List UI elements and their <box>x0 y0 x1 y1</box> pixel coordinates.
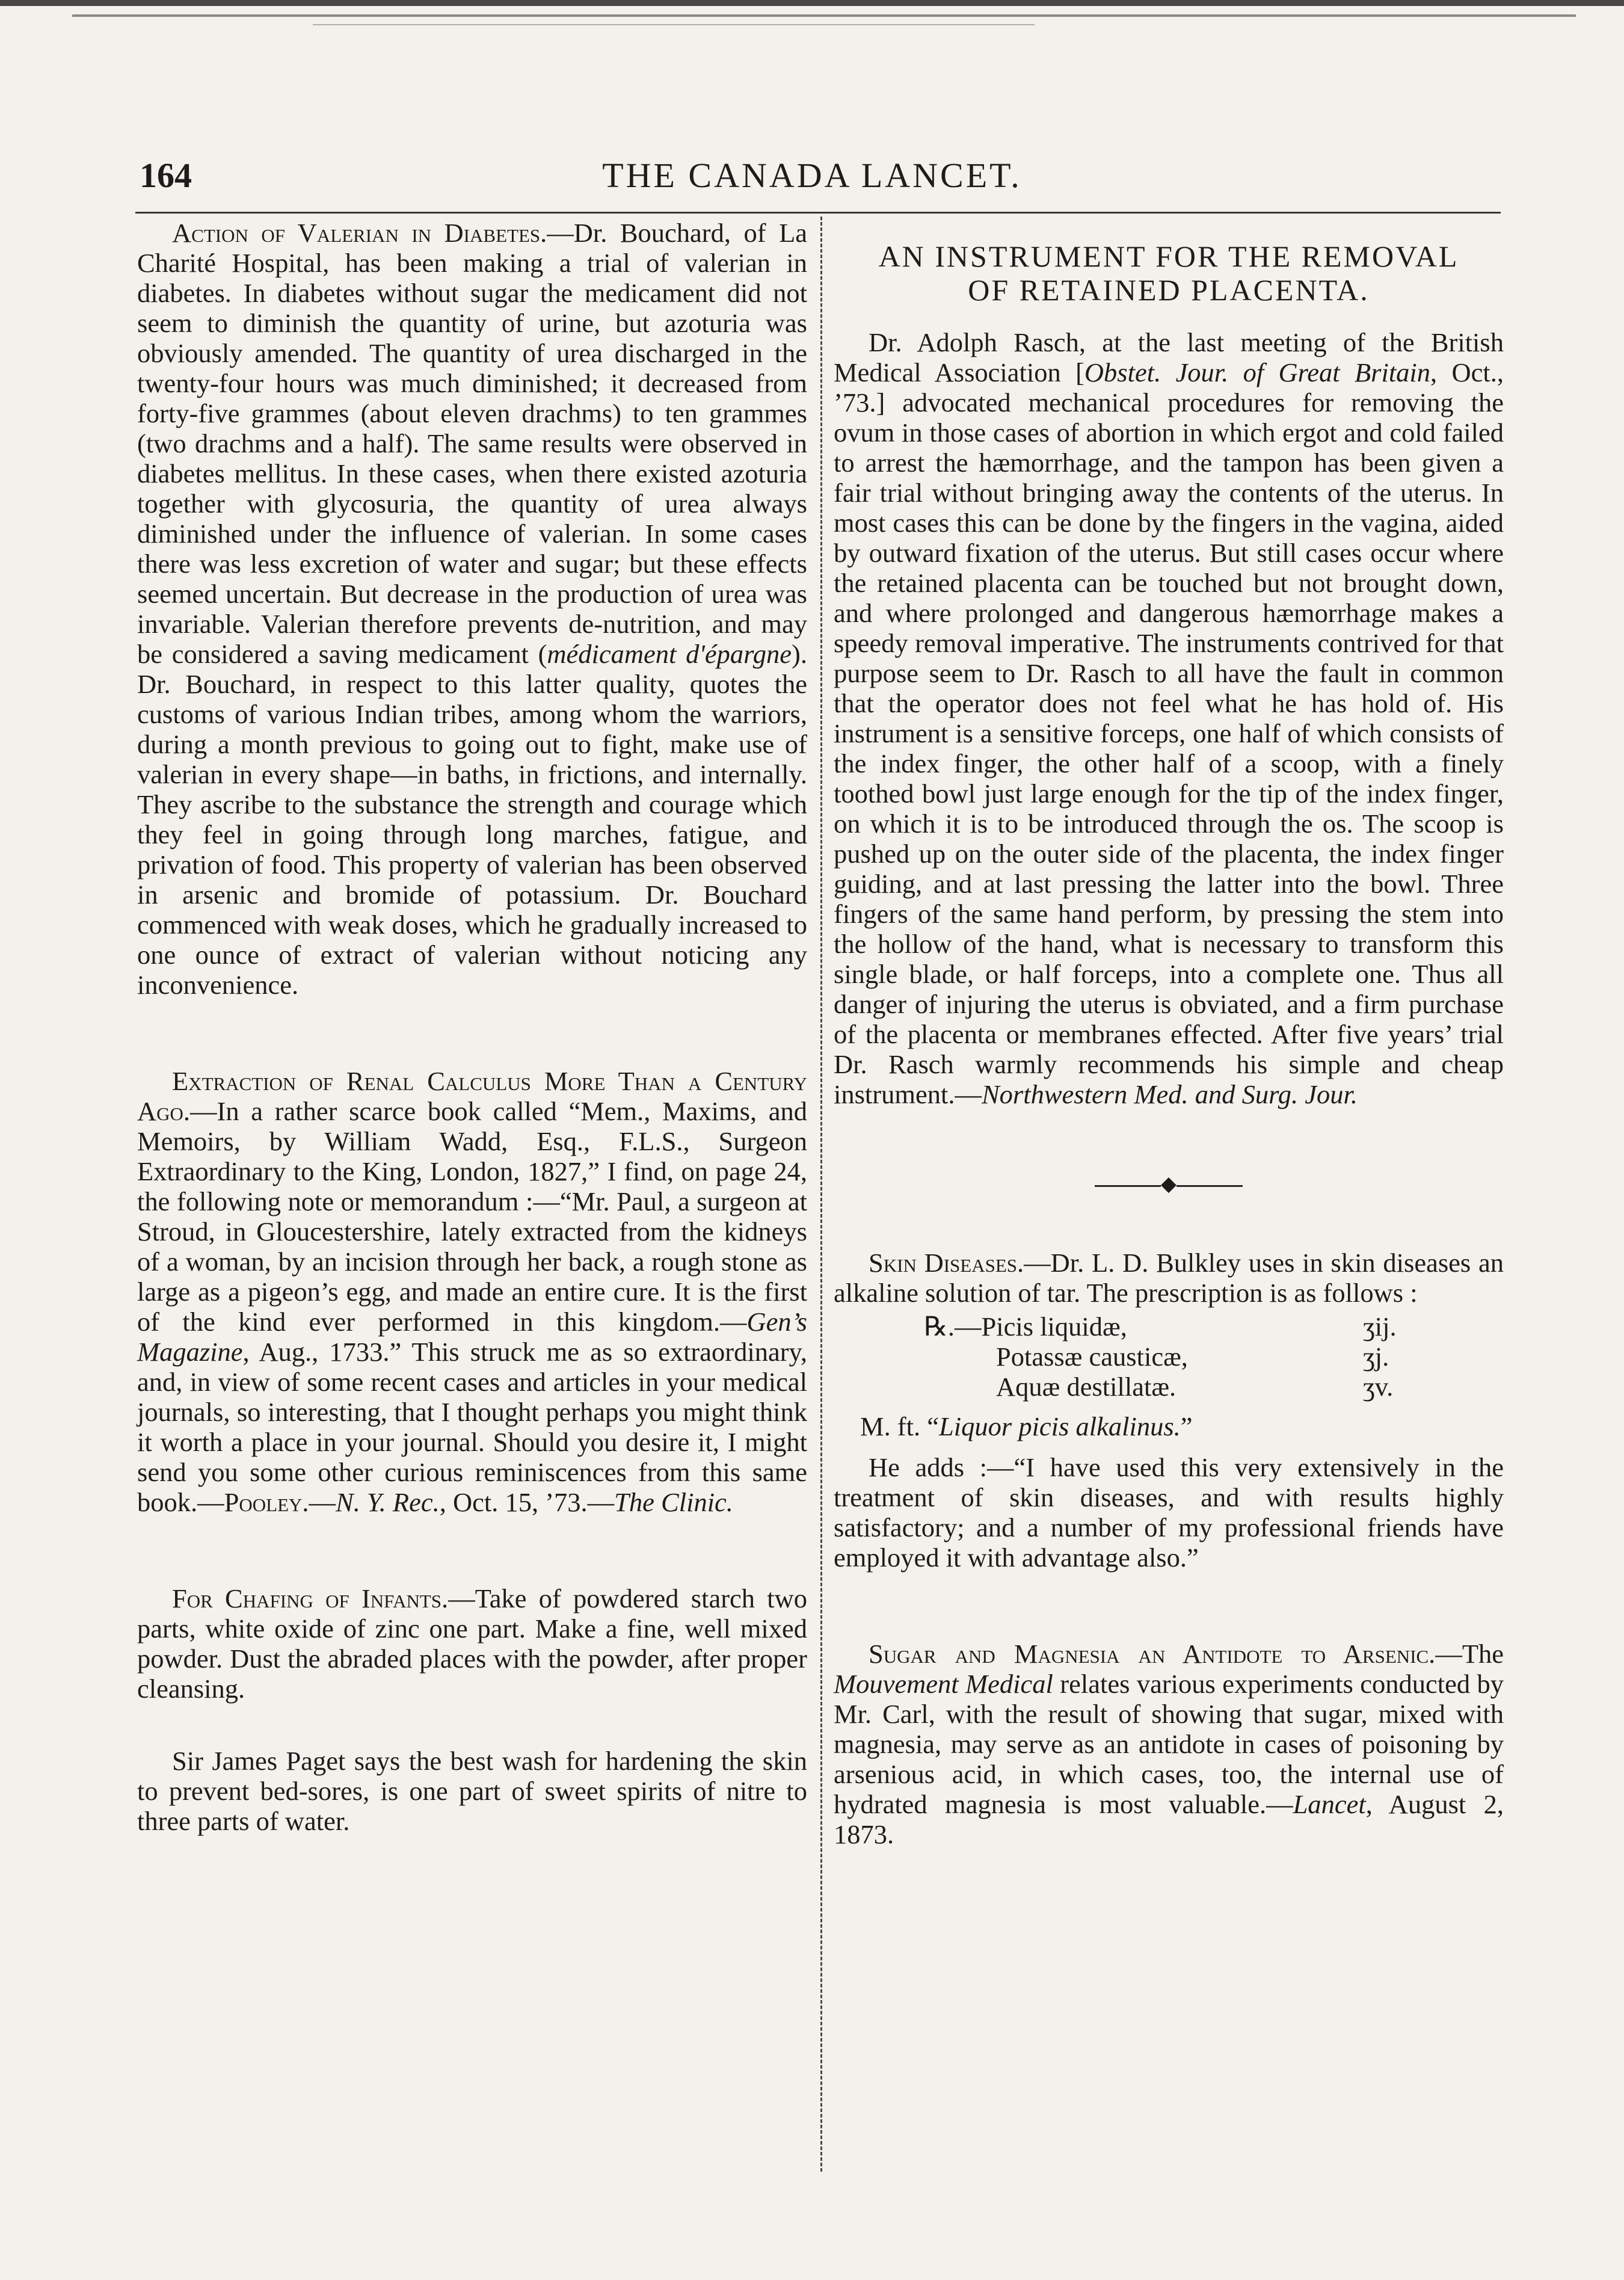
prescription-item: ℞.—Picis liquidæ, <box>924 1311 1127 1342</box>
column-divider <box>820 217 822 2172</box>
placenta-heading <box>834 239 1504 307</box>
renal-source: Gen’s Magazine <box>137 1307 807 1367</box>
prescription-row <box>834 1311 1504 1342</box>
sugar-lancet: Lancet <box>1293 1789 1366 1819</box>
renal-body-2: , Aug., 1733.” This struck me as so extraordinary, and, in view of some recent cases and articles in your medical journals, so interesting, that I thought perhaps you might think it worth a place in your journal. Should you desire it, I might send you some other curious reminiscences from this same book.— <box>137 1337 807 1517</box>
renal-ref-date: , Oct. 15, ’73.— <box>439 1487 615 1517</box>
prescription-qty: ʒj. <box>1363 1342 1389 1372</box>
placenta-source: Northwestern Med. and Surg. Jour. <box>981 1079 1358 1109</box>
article-valerian <box>137 218 807 1000</box>
mft-label: M. ft. “ <box>860 1411 940 1441</box>
page-number: 164 <box>140 156 192 195</box>
prescription-mft <box>860 1411 1504 1441</box>
renal-ref: N. Y. Rec. <box>336 1487 440 1517</box>
renal-signature: Pooley. <box>224 1487 309 1517</box>
running-head: THE CANADA LANCET. <box>602 156 1022 195</box>
prescription <box>834 1311 1504 1402</box>
article-sugar-magnesia <box>834 1639 1504 1849</box>
prescription-row <box>834 1342 1504 1372</box>
header-rule <box>135 212 1501 214</box>
renal-clinic: The Clinic. <box>614 1487 733 1517</box>
placenta-heading-line-2: OF RETAINED PLACENTA. <box>968 273 1370 307</box>
sugar-date: , August 2, 1873. <box>834 1789 1504 1849</box>
valerian-body: —Dr. Bouchard, of La Charité Hospital, has been making a trial of valerian in diabetes. In diabetes without sugar the medicament did not seem to diminish the quantity of urine, but azoturia was obviously amended. The quantity of urea discharged in the twenty-four hours was much diminished; it decreased from forty-five grammes (about eleven drachms) to ten grammes (two drachms and a half). The same results were observed in diabetes mellitus. In these cases, when there existed azoturia together with glycosuria, the quantity of urea always diminished under the influence of valerian. In some cases there was less excretion of water and sugar; but these effects seemed uncertain. But decrease in the production of urea was invariable. Valerian therefore prevents de-nutrition, and may be considered a saving medicament ( <box>137 218 807 669</box>
prescription-item: Aquæ destillatæ. <box>996 1372 1176 1402</box>
placenta-journal: Obstet. Jour. of Great Britain <box>1084 357 1431 387</box>
sugar-publication: Mouvement Medical <box>834 1669 1053 1699</box>
chafing-body: —Take of powdered starch two parts, white oxide of zinc one part. Make a fine, well mixed powder. Dust the abraded places with the powder, after proper cleansing. <box>137 1583 807 1704</box>
renal-dash: — <box>309 1487 336 1517</box>
skin-body: —Dr. L. D. Bulkley uses in skin diseases an alkaline solution of tar. The prescription is as follows : <box>834 1248 1504 1308</box>
top-edge-rule <box>0 0 1624 6</box>
prescription-qty: ʒij. <box>1363 1311 1397 1342</box>
article-paget: Sir James Paget says the best wash for hardening the skin to prevent bed-sores, is one part of sweet spirits of nitre to three parts of water. <box>137 1746 807 1836</box>
skin-quote: He adds :—“I have used this very extensively in the treatment of skin diseases, and with results highly satisfactory; and a number of my professional friends have employed it with advantage also.” <box>834 1452 1504 1573</box>
article-renal-calculus <box>137 1066 807 1517</box>
renal-heading: Extraction of Renal Calculus More Than a Century Ago. <box>137 1066 807 1126</box>
sugar-body-1: —The <box>1435 1639 1504 1669</box>
placenta-heading-line-1: AN INSTRUMENT FOR THE REMOVAL <box>878 239 1459 273</box>
prescription-item: Potassæ causticæ, <box>996 1342 1188 1372</box>
renal-body: —In a rather scarce book called “Mem., Maxims, and Memoirs, by William Wadd, Esq., F.L.S., Surgeon Extraordinary to the King, London, 1827,” I find, on page 24, the following note or memorandum :—“Mr. Paul, a surgeon at Stroud, in Gloucestershire, lately extracted from the kidneys of a woman, by an incision through her back, a rough stone as large as a pigeon’s egg, and made an entire cure. It is the first of the kind ever performed in this kingdom.— <box>137 1096 807 1337</box>
mft-italic: Liquor picis alkalinus. <box>939 1411 1181 1441</box>
valerian-heading: Action of Valerian in Diabetes. <box>172 218 547 248</box>
placenta-body-2: , Oct., ’73.] advocated mechanical procedures for removing the ovum in those cases of abortion in which ergot and cold failed to arrest the hæmorrhage, and the tampon has been given a fair trial without bringing away the contents of the uterus. In most cases this can be done by the fingers in the vagina, aided by outward fixation of the uterus. But still cases occur where the retained placenta can be touched but not brought down, and where prolonged and dangerous hæmorrhage makes a speedy removal imperative. The instruments contrived for that purpose seem to Dr. Rasch to all have the fault in common that the operator does not feel what he has hold of. His instrument is a sensitive forceps, one half of which consists of the index finger, the other half of a scoop, with a finely toothed bowl just large enough for the tip of the index finger, on which it is to be introduced through the os. The scoop is pushed up on the outer side of the placenta, the index finger guiding, and at last pressing the latter into the bowl. Three fingers of the same hand perform, by pressing the stem into the hollow of the hand, what is necessary to transform this single blade, or half forceps, into a complete one. Thus all danger of injuring the uterus is obviated, and a firm purchase of the placenta or membranes effected. After five years’ trial Dr. Rasch warmly recommends his simple and cheap instrument.— <box>834 357 1504 1109</box>
placenta-body-1: Dr. Adolph Rasch, at the last meeting of the British Medical Association [ <box>834 327 1504 387</box>
article-placenta <box>834 327 1504 1109</box>
skin-heading: Skin Diseases. <box>869 1248 1024 1278</box>
chafing-heading: For Chafing of Infants. <box>172 1583 449 1613</box>
section-ornament: ◆ <box>834 1175 1504 1194</box>
article-skin-diseases <box>834 1248 1504 1308</box>
sugar-heading: Sugar and Magnesia an Antidote to Arsenic. <box>869 1639 1436 1669</box>
right-column <box>834 218 1504 1849</box>
valerian-body-end: ). Dr. Bouchard, in respect to this latter quality, quotes the customs of various Indian tribes, among whom the warriors, during a month previous to going out to fight, make use of valerian in every shape—in baths, in frictions, and internally. They ascribe to the substance the strength and courage which they feel in going through long marches, fatigue, and privation of food. This property of valerian has been observed in arsenic and bromide of potassium. Dr. Bouchard commenced with weak doses, which he gradually increased to one ounce of extract of valerian without noticing any inconvenience. <box>137 639 807 1000</box>
top-edge-rule-2 <box>72 14 1576 17</box>
sugar-body-2: relates various experiments conducted by Mr. Carl, with the result of showing that sugar, mixed with magnesia, may serve as an antidote in cases of poisoning by arsenious acid, in which cases, too, the internal use of hydrated magnesia is most valuable.— <box>834 1669 1504 1819</box>
prescription-row <box>834 1372 1504 1402</box>
mft-close: ” <box>1180 1411 1193 1441</box>
valerian-italic-term: médicament d'épargne <box>547 639 792 669</box>
top-edge-rule-3 <box>313 24 1035 25</box>
left-column <box>137 218 807 1836</box>
prescription-qty: ʒv. <box>1363 1372 1394 1402</box>
article-chafing <box>137 1583 807 1704</box>
